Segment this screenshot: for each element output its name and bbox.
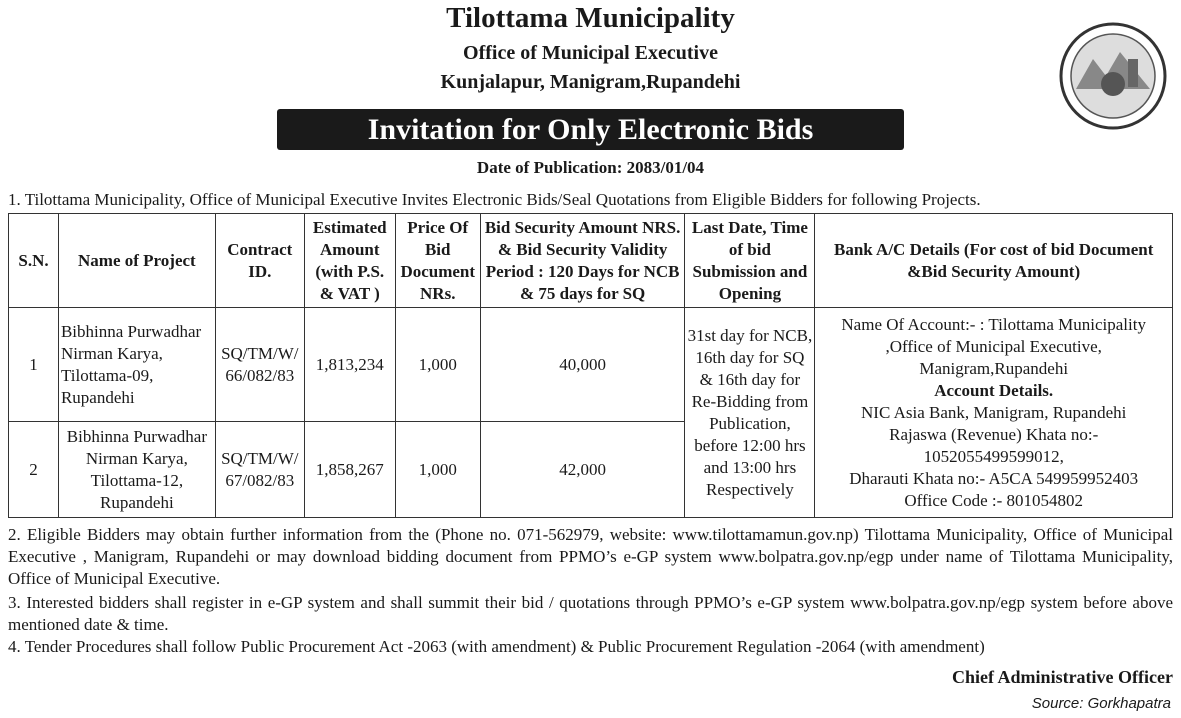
intro-text: 1. Tilottama Municipality, Office of Municipal Executive Invites Electronic Bids/Seal Quotations from Eligible Bidders for following Projects. bbox=[8, 190, 981, 209]
account-name: Name Of Account:- : Tilottama Municipality ,Office of Municipal Executive, Manigram,Rupandehi bbox=[841, 314, 1146, 378]
bid-doc-price: 1,000 bbox=[395, 422, 480, 518]
col-contract: Contract ID. bbox=[215, 214, 304, 308]
municipality-logo bbox=[1058, 14, 1168, 139]
table-row bbox=[9, 308, 1173, 422]
col-amount: Estimated Amount (with P.S. & VAT ) bbox=[304, 214, 395, 308]
office-name: Office of Municipal Executive bbox=[463, 42, 718, 64]
publication-date: Date of Publication: 2083/01/04 bbox=[476, 158, 705, 177]
municipality-title: Tilottama Municipality bbox=[446, 2, 735, 34]
contract-id: SQ/TM/W/ 66/082/83 bbox=[215, 308, 304, 422]
last-date: 31st day for NCB, 16th day for SQ & 16th day for Re-Bidding from Publication, before 12:00 hrs and 13:00 hrs Respectively bbox=[685, 308, 815, 518]
dharauti-account: Dharauti Khata no:- A5CA 549959952403 bbox=[849, 468, 1139, 488]
bid-doc-price: 1,000 bbox=[395, 308, 480, 422]
estimated-amount: 1,813,234 bbox=[304, 308, 395, 422]
col-bank: Bank A/C Details (For cost of bid Document &Bid Security Amount) bbox=[815, 214, 1173, 308]
sn: 1 bbox=[9, 308, 59, 422]
bank-name: NIC Asia Bank, Manigram, Rupandehi bbox=[861, 402, 1127, 422]
col-project: Name of Project bbox=[58, 214, 215, 308]
revenue-account: Rajaswa (Revenue) Khata no:- 1052055499599012, bbox=[889, 424, 1099, 466]
notice-banner: Invitation for Only Electronic Bids bbox=[277, 109, 904, 150]
col-price: Price Of Bid Document NRs. bbox=[395, 214, 480, 308]
note-2: 2. Eligible Bidders may obtain further information from the (Phone no. 071-562979, website: www.tilottamamun.gov.np) Tilottama Municipality, Office of Municipal Executive , Manigram, Rupandehi or may download bidding document from PPMO’s e-GP system www.bolpatra.gov.np/egp under name of Tilottama Municipality, Office of Municipal Executive. bbox=[8, 525, 1173, 588]
col-security: Bid Security Amount NRS. & Bid Security Validity Period : 120 Days for NCB & 75 days for SQ bbox=[480, 214, 685, 308]
note-3: 3. Interested bidders shall register in e-GP system and shall summit their bid / quotations through PPMO’s e-GP system www.bolpatra.gov.np/egp system before above mentioned date & time. bbox=[8, 593, 1173, 634]
bank-details bbox=[815, 308, 1173, 518]
source-credit: Source: Gorkhapatra bbox=[1031, 695, 1171, 712]
account-details-label: Account Details. bbox=[934, 380, 1054, 400]
office-code: Office Code :- 801054802 bbox=[904, 490, 1083, 510]
bid-security: 42,000 bbox=[480, 422, 685, 518]
contract-id: SQ/TM/W/ 67/082/83 bbox=[215, 422, 304, 518]
table-header-row bbox=[9, 214, 1173, 308]
sn: 2 bbox=[9, 422, 59, 518]
bid-security: 40,000 bbox=[480, 308, 685, 422]
col-sn: S.N. bbox=[9, 214, 59, 308]
estimated-amount: 1,858,267 bbox=[304, 422, 395, 518]
office-address: Kunjalapur, Manigram,Rupandehi bbox=[440, 71, 741, 93]
project-name: Bibhinna Purwadhar Nirman Karya, Tilottama-09, Rupandehi bbox=[58, 308, 215, 422]
signature: Chief Administrative Officer bbox=[952, 667, 1173, 687]
projects-table bbox=[8, 213, 1173, 518]
note-4: 4. Tender Procedures shall follow Public Procurement Act -2063 (with amendment) & Public Procurement Regulation -2064 (with amendment) bbox=[8, 637, 985, 656]
project-name: Bibhinna Purwadhar Nirman Karya, Tilottama-12, Rupandehi bbox=[58, 422, 215, 518]
col-last-date: Last Date, Time of bid Submission and Opening bbox=[685, 214, 815, 308]
